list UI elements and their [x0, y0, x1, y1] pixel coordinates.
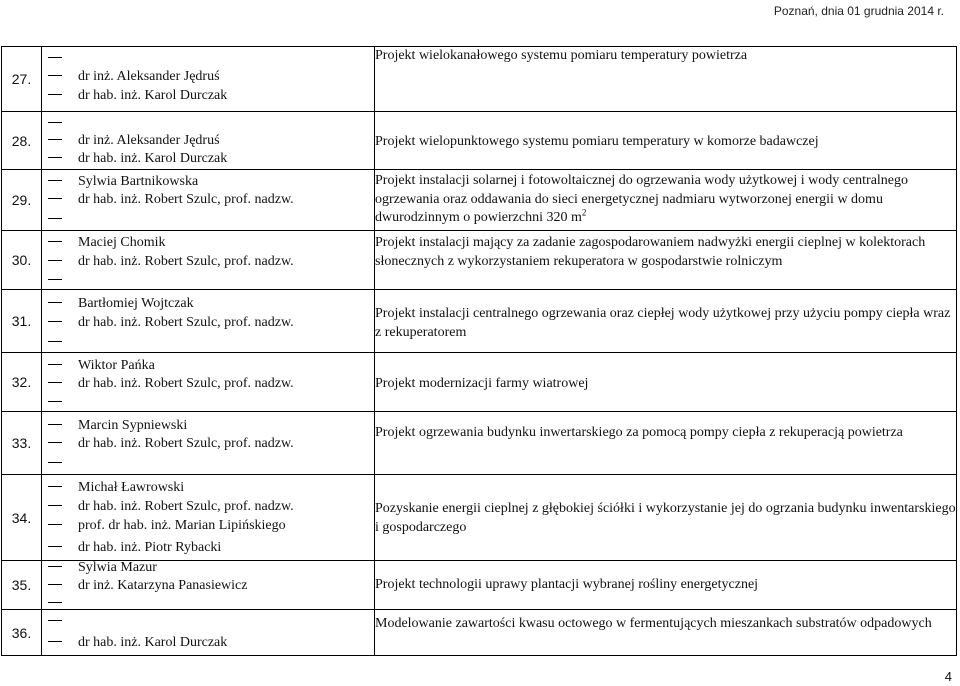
row-number: 35. — [2, 561, 42, 610]
person-name: Marcin Sypniewski — [78, 418, 188, 433]
table-row — [2, 112, 957, 170]
thesis-topics-table — [1, 46, 957, 656]
person-name: Bartłomiej Wojtczak — [78, 296, 194, 311]
people-cell — [42, 112, 375, 170]
person-name: dr inż. Aleksander Jędruś — [78, 69, 220, 84]
dash-bullet — [48, 302, 62, 303]
topic-cell: Modelowanie zawartości kwasu octowego w fermentujących mieszankach substratów odpadowych — [375, 610, 957, 656]
person-name: Sylwia Mazur — [78, 560, 157, 575]
dash-bullet — [48, 139, 62, 140]
people-cell — [42, 561, 375, 610]
dash-bullet — [48, 524, 62, 525]
person-name: dr hab. inż. Robert Szulc, prof. nadzw. — [78, 499, 294, 514]
page-number: 4 — [944, 669, 952, 684]
row-number: 34. — [2, 475, 42, 561]
people-cell — [42, 353, 375, 412]
person-name: dr hab. inż. Robert Szulc, prof. nadzw. — [78, 315, 294, 330]
person-name: dr hab. inż. Robert Szulc, prof. nadzw. — [78, 436, 294, 451]
dash-bullet — [48, 157, 62, 158]
dash-bullet — [48, 180, 62, 181]
dash-bullet — [48, 401, 62, 402]
dash-bullet — [48, 75, 62, 76]
dash-bullet — [48, 57, 62, 58]
table-row — [2, 353, 957, 412]
table-row — [2, 231, 957, 290]
row-number: 36. — [2, 610, 42, 656]
table-row — [2, 561, 957, 610]
dash-bullet — [48, 442, 62, 443]
person-name: dr hab. inż. Robert Szulc, prof. nadzw. — [78, 254, 294, 269]
person-name: dr inż. Katarzyna Panasiewicz — [78, 578, 248, 593]
topic-cell: Projekt modernizacji farmy wiatrowej — [375, 353, 957, 412]
page-header-date: Poznań, dnia 01 grudnia 2014 r. — [773, 4, 944, 18]
dash-bullet — [48, 602, 62, 603]
dash-bullet — [48, 641, 62, 642]
dash-bullet — [48, 424, 62, 425]
person-name: Maciej Chomik — [78, 235, 166, 250]
row-number: 28. — [2, 112, 42, 170]
table-row — [2, 412, 957, 475]
topic-cell: Projekt instalacji centralnego ogrzewania oraz ciepłej wody użytkowej przy użyciu pompy ciepła wraz z rekuperatorem — [375, 290, 957, 353]
people-cell — [42, 475, 375, 561]
dash-bullet — [48, 620, 62, 621]
topic-cell: Projekt instalacji mający za zadanie zagospodarowaniem nadwyżki energii cieplnej w kolektorach słonecznych z wykorzystaniem rekuperatora w gospodarstwie rolniczym — [375, 231, 957, 290]
table-row — [2, 170, 957, 231]
table-row — [2, 610, 957, 656]
row-number: 32. — [2, 353, 42, 412]
person-name: dr hab. inż. Karol Durczak — [78, 151, 228, 166]
dash-bullet — [48, 321, 62, 322]
person-name: Wiktor Pańka — [78, 358, 155, 373]
dash-bullet — [48, 341, 62, 342]
dash-bullet — [48, 364, 62, 365]
topic-cell — [375, 170, 957, 231]
person-name: dr hab. inż. Karol Durczak — [78, 635, 228, 650]
topic-cell: Projekt technologii uprawy plantacji wybranej rośliny energetycznej — [375, 561, 957, 610]
people-cell — [42, 610, 375, 656]
dash-bullet — [48, 218, 62, 219]
dash-bullet — [48, 382, 62, 383]
dash-bullet — [48, 546, 62, 547]
people-cell — [42, 170, 375, 231]
row-number: 29. — [2, 170, 42, 231]
topic-text: Projekt instalacji solarnej i fotowoltaicznej do ogrzewania wody użytkowej i wody centralnego ogrzewania oraz oddawania do sieci energetycznej nadmiaru wytworzonej energii w domu dwurodzinnym o powierzchni 320 m — [375, 173, 909, 225]
person-name: dr hab. inż. Karol Durczak — [78, 88, 228, 103]
person-name: Sylwia Bartnikowska — [78, 174, 199, 189]
row-number: 27. — [2, 47, 42, 112]
dash-bullet — [48, 584, 62, 585]
dash-bullet — [48, 505, 62, 506]
person-name: dr hab. inż. Robert Szulc, prof. nadzw. — [78, 376, 294, 391]
topic-cell: Projekt wielopunktowego systemu pomiaru temperatury w komorze badawczej — [375, 112, 957, 170]
superscript: 2 — [581, 207, 587, 218]
person-name: dr inż. Aleksander Jędruś — [78, 133, 220, 148]
dash-bullet — [48, 486, 62, 487]
row-number: 30. — [2, 231, 42, 290]
people-cell — [42, 231, 375, 290]
dash-bullet — [48, 462, 62, 463]
table-row — [2, 47, 957, 112]
people-cell — [42, 290, 375, 353]
dash-bullet — [48, 241, 62, 242]
topic-cell: Projekt ogrzewania budynku inwertarskiego za pomocą pompy ciepła z rekuperacją powietrza — [375, 412, 957, 475]
person-name: dr hab. inż. Robert Szulc, prof. nadzw. — [78, 192, 294, 207]
dash-bullet — [48, 122, 62, 123]
dash-bullet — [48, 94, 62, 95]
dash-bullet — [48, 260, 62, 261]
topic-cell: Pozyskanie energii cieplnej z głębokiej ściółki i wykorzystanie jej do ogrzania budynku inwentarskiego i gospodarczego — [375, 475, 957, 561]
person-name: dr hab. inż. Piotr Rybacki — [78, 540, 222, 555]
dash-bullet — [48, 198, 62, 199]
table-row — [2, 290, 957, 353]
table-row — [2, 475, 957, 561]
row-number: 31. — [2, 290, 42, 353]
person-name: Michał Ławrowski — [78, 480, 185, 495]
person-name: prof. dr hab. inż. Marian Lipińskiego — [78, 518, 286, 533]
people-cell — [42, 47, 375, 112]
people-cell — [42, 412, 375, 475]
dash-bullet — [48, 279, 62, 280]
row-number: 33. — [2, 412, 42, 475]
dash-bullet — [48, 566, 62, 567]
topic-cell: Projekt wielokanałowego systemu pomiaru temperatury powietrza — [375, 47, 957, 112]
